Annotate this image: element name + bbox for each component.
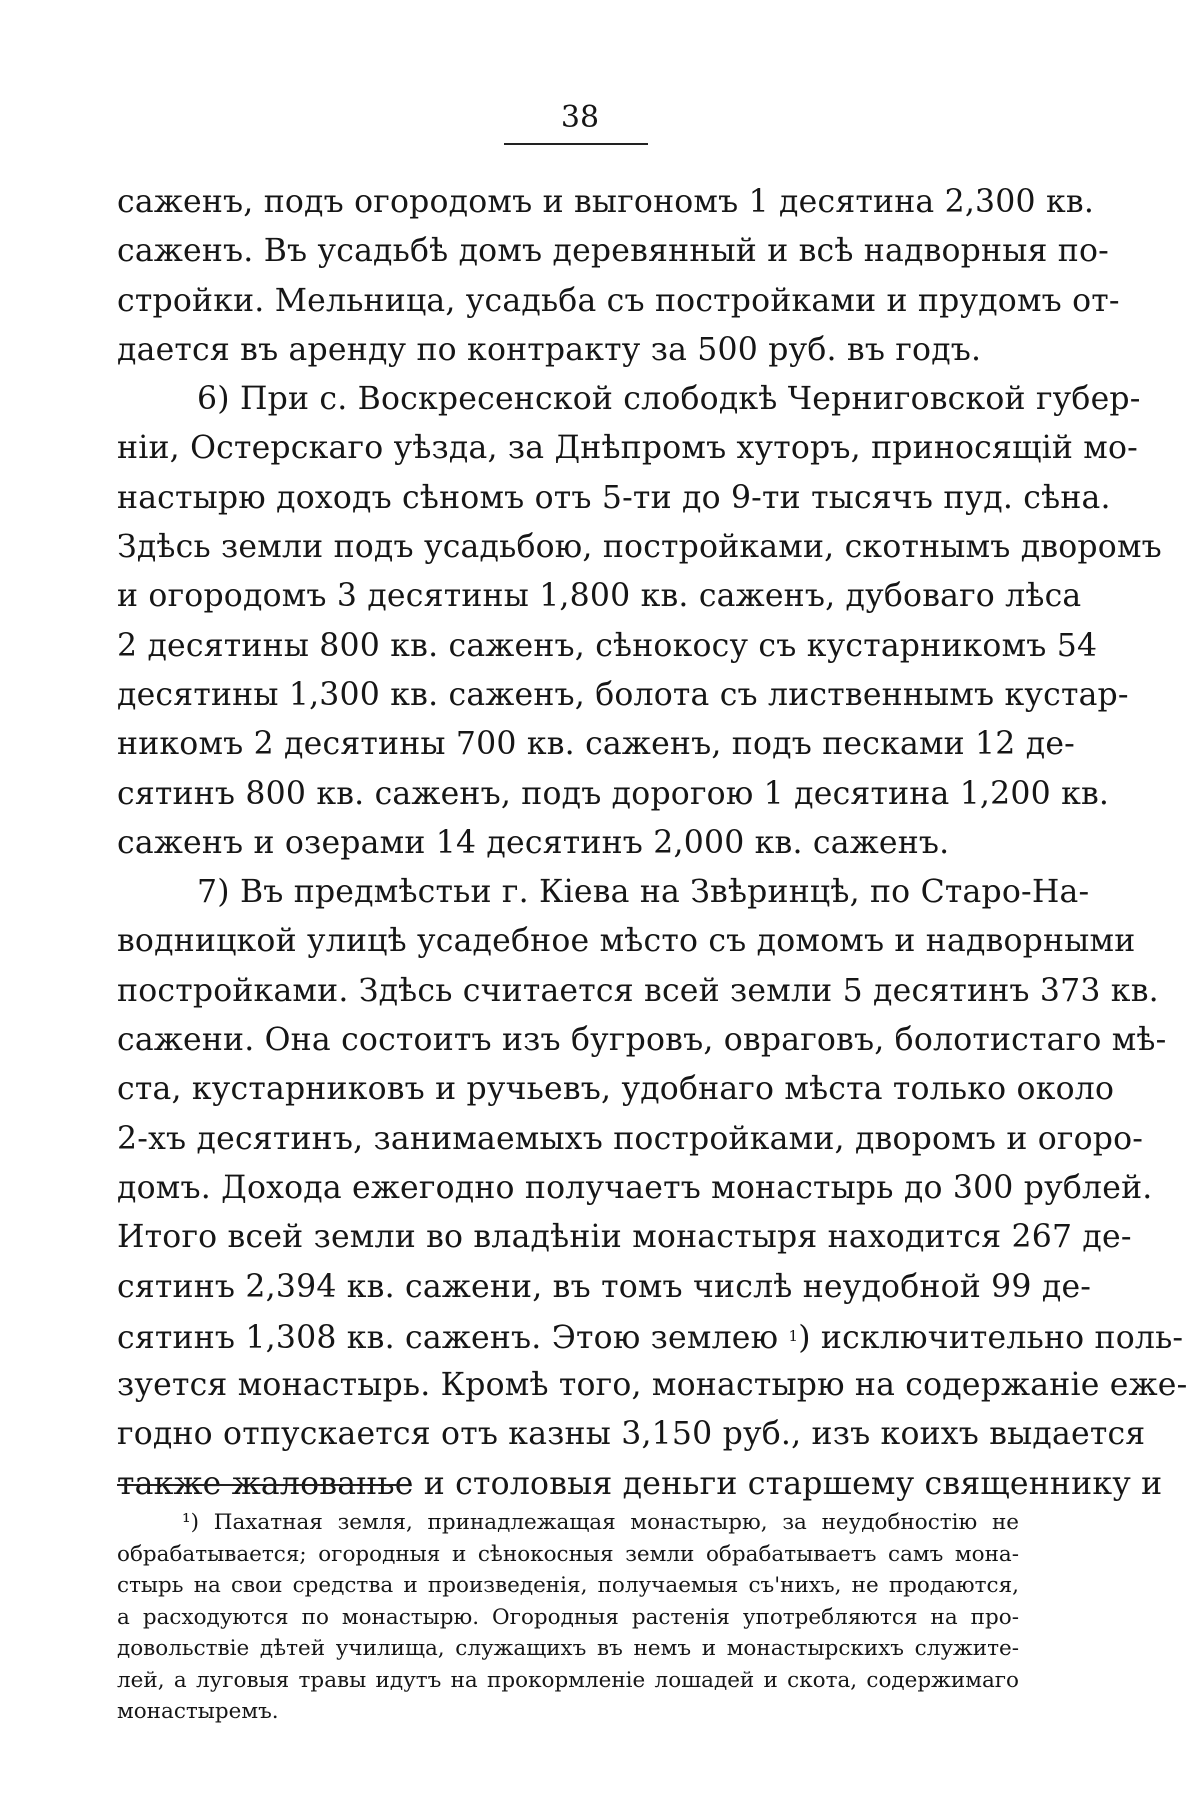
text-line-with-footnote-ref bbox=[117, 1312, 1184, 1361]
text-line: Здѣсь земли подъ усадьбою, постройками, скотнымъ дворомъ bbox=[117, 529, 1162, 566]
text-line: 2 десятины 800 кв. саженъ, сѣнокосу съ кустарникомъ 54 bbox=[117, 627, 1098, 664]
text-line: саженъ. Въ усадьбѣ домъ деревянный и всѣ надворныя по- bbox=[117, 233, 1109, 270]
text-line: саженъ, подъ огородомъ и выгономъ 1 десятина 2,300 кв. bbox=[117, 184, 1095, 220]
text-line: сажени. Она состоитъ изъ бугровъ, овраговъ, болотистаго мѣ- bbox=[117, 1022, 1167, 1059]
page-number: 38 bbox=[560, 100, 600, 135]
text-line: домъ. Дохода ежегодно получаетъ монастырь до 300 рублей. bbox=[117, 1169, 1153, 1206]
footnote-reference: 1 bbox=[788, 1326, 799, 1345]
text-segment: сятинъ 1,308 кв. саженъ. Этою землею bbox=[117, 1319, 779, 1356]
text-line: Итого всей земли во владѣніи монастыря находится 267 де- bbox=[117, 1219, 1132, 1256]
text-line: никомъ 2 десятины 700 кв. саженъ, подъ песками 12 де- bbox=[117, 726, 1076, 763]
text-line: также жалованье и столовыя деньги старшему священнику и bbox=[117, 1465, 1163, 1502]
text-line: сятинъ 2,394 кв. сажени, въ томъ числѣ неудобной 99 де- bbox=[117, 1268, 1092, 1305]
text-line: ста, кустарниковъ и ручьевъ, удобнаго мѣста только около bbox=[117, 1071, 1115, 1108]
page-number-rule bbox=[504, 143, 648, 145]
footnote-line: монастыремъ. bbox=[117, 1699, 279, 1724]
text-line: десятины 1,300 кв. саженъ, болота съ лиственнымъ кустар- bbox=[117, 676, 1129, 713]
text-line: ніи, Остерскаго уѣзда, за Днѣпромъ хуторъ, приносящій мо- bbox=[117, 430, 1138, 467]
footnote-line: лей, а луговыя травы идутъ на прокормленіе лошадей и скота, содержимаго bbox=[117, 1667, 1019, 1693]
text-line: саженъ и озерами 14 десятинъ 2,000 кв. саженъ. bbox=[117, 824, 950, 861]
footnote-text: ) Пахатная земля, принадлежащая монастырю, за неудобностію не bbox=[190, 1510, 1019, 1535]
text-line: постройками. Здѣсь считается всей земли 5 десятинъ 373 кв. bbox=[117, 972, 1159, 1009]
text-line: дается въ аренду по контракту за 500 руб. въ годъ. bbox=[117, 331, 982, 368]
footnote-marker: ¹ bbox=[182, 1510, 191, 1535]
text-line: водницкой улицѣ усадебное мѣсто съ домомъ и надворными bbox=[117, 923, 1136, 960]
text-line: 2-хъ десятинъ, занимаемыхъ постройками, дворомъ и огоро- bbox=[117, 1120, 1144, 1157]
footnote-line bbox=[117, 1507, 1019, 1539]
footnote-divider bbox=[117, 1484, 409, 1486]
text-line: годно отпускается отъ казны 3,150 руб., изъ коихъ выдается bbox=[117, 1416, 1146, 1453]
paragraph-6-start: 6) При с. Воскресенской слободкѣ Черниговской губер- bbox=[197, 381, 1141, 418]
main-text bbox=[117, 178, 1188, 1509]
text-line: стройки. Мельница, усадьба съ постройками и прудомъ от- bbox=[117, 282, 1120, 319]
footnote-line: обрабатывается; огородныя и сѣнокосныя земли обрабатываетъ самъ мона- bbox=[117, 1541, 1019, 1567]
footnote bbox=[117, 1507, 1019, 1728]
text-line: настырю доходъ сѣномъ отъ 5-ти до 9-ти тысячъ пуд. сѣна. bbox=[117, 479, 1111, 516]
footnote-line: стырь на свои средства и произведенія, получаемыя съ'нихъ, не продаются, bbox=[117, 1573, 1019, 1598]
text-line: сятинъ 800 кв. саженъ, подъ дорогою 1 десятина 1,200 кв. bbox=[117, 775, 1110, 812]
footnote-line: довольствіе дѣтей училища, служащихъ въ немъ и монастырскихъ служите- bbox=[117, 1636, 1019, 1661]
paragraph-7-start: 7) Въ предмѣстьи г. Кіева на Звѣринцѣ, по Старо-На- bbox=[197, 874, 1090, 911]
text-segment: ) исключительно поль- bbox=[798, 1319, 1184, 1356]
footnote-line: а расходуются по монастырю. Огородныя растенія употребляются на про- bbox=[117, 1604, 1019, 1630]
text-line: и огородомъ 3 десятины 1,800 кв. саженъ, дубоваго лѣса bbox=[117, 578, 1082, 615]
text-line: зуется монастырь. Кромѣ того, монастырю на содержаніе еже- bbox=[117, 1367, 1188, 1404]
